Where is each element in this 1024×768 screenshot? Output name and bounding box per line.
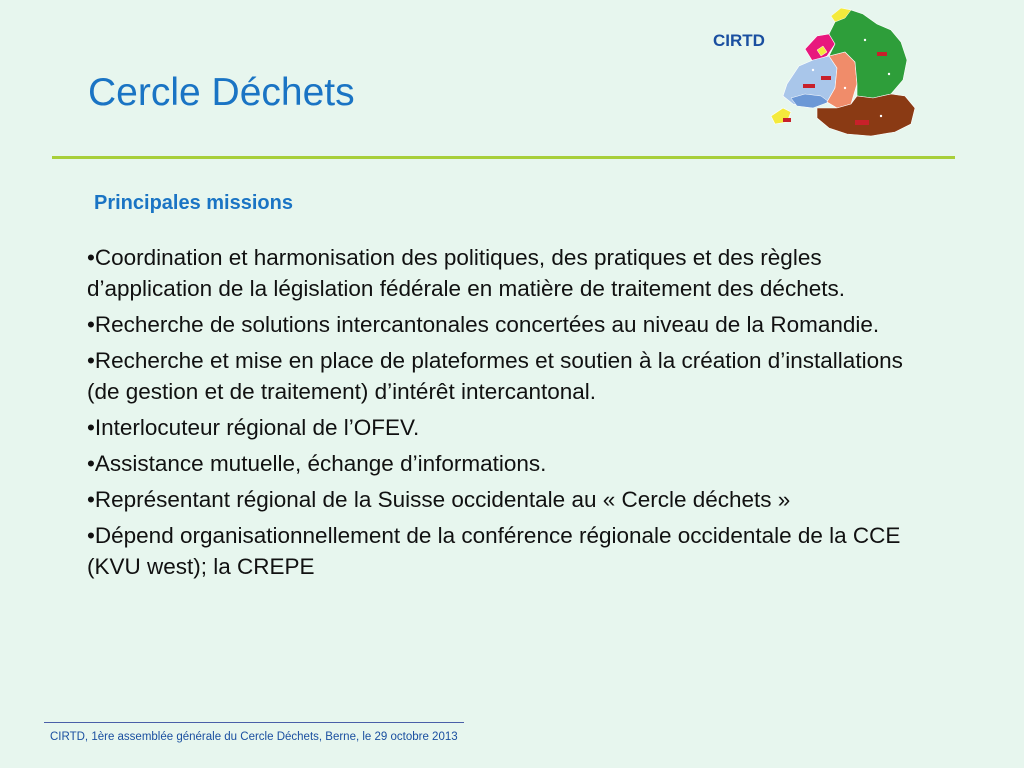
list-item-text: Interlocuteur régional de l’OFEV. [94,415,420,440]
list-item [87,412,937,443]
list-item [87,345,937,407]
list-item [87,242,937,304]
list-item-text: Recherche de solutions intercantonales concertées au niveau de la Romandie. [94,312,880,337]
list-item-text: Coordination et harmonisation des politiques, des pratiques et des règles d’application de la législation fédérale en matière de traitement des déchets. [87,245,845,301]
title-divider [52,156,955,159]
list-item-text: Dépend organisationnellement de la conférence régionale occidentale de la CCE (KVU west); la CREPE [87,523,901,579]
list-item [87,309,937,340]
list-item [87,520,937,582]
bullet-marker: • [87,451,95,476]
bullet-marker: • [87,487,95,512]
missions-list [87,242,937,587]
list-item-text: Assistance mutuelle, échange d’informations. [94,451,547,476]
logo-label: CIRTD [713,31,765,50]
section-subtitle: Principales missions [94,192,293,214]
list-item [87,448,937,479]
bullet-marker: • [87,245,95,270]
bullet-marker: • [87,523,95,548]
footer-caption: CIRTD, 1ère assemblée générale du Cercle Déchets, Berne, le 29 octobre 2013 [50,731,458,743]
bullet-marker: • [87,348,95,373]
footer-divider [44,722,464,723]
list-item-text: Recherche et mise en place de plateformes et soutien à la création d’installations (de gestion et de traitement) d’intérêt intercantonal. [87,348,903,404]
list-item [87,484,937,515]
list-item-text: Représentant régional de la Suisse occidentale au « Cercle déchets » [94,487,791,512]
bullet-marker: • [87,415,95,440]
romandie-cantons-map-icon [705,4,927,140]
bullet-marker: • [87,312,95,337]
page-title: Cercle Déchets [88,71,355,114]
